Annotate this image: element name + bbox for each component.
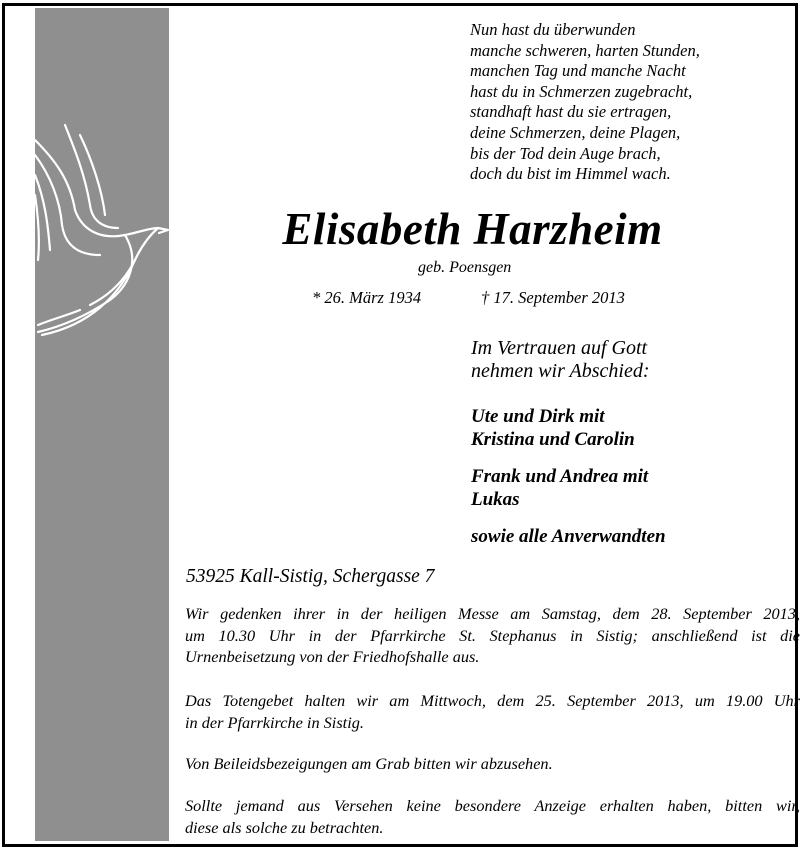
poem (470, 20, 700, 185)
paragraph-mass (185, 603, 800, 668)
paragraph-line: in der Pfarrkirche in Sistig. (185, 712, 364, 732)
farewell-line: nehmen wir Abschied: (471, 360, 650, 382)
paragraph-prayer (185, 690, 800, 733)
poem-line: hast du in Schmerzen zugebracht, (470, 81, 693, 101)
paragraph-line: Das Totengebet halten wir am Mittwoch, dem 25. September 2013, um 19.00 Uhr (185, 691, 800, 710)
family-group (471, 405, 635, 451)
poem-line: manchen Tag und manche Nacht (470, 61, 686, 81)
paragraph-condolence (185, 753, 800, 775)
family-line: Lukas (471, 489, 520, 510)
paragraph-line: um 10.30 Uhr in der Pfarrkirche St. Stephanus in Sistig; anschließend ist die (185, 625, 800, 645)
birth-name: geb. Poensgen (418, 259, 512, 276)
address: 53925 Kall-Sistig, Schergasse 7 (186, 566, 435, 587)
family-line: Ute und Dirk mit (471, 406, 605, 427)
paragraph-line: diese als solche zu betrachten. (185, 817, 384, 837)
paragraph-line: Wir gedenken ihrer in der heiligen Messe am Samstag, dem 28. September 2013, (185, 604, 800, 623)
paragraph-line: Sollte jemand aus Versehen keine besondere Anzeige erhalten haben, bitten wir, (185, 796, 800, 815)
paragraph-line: Urnenbeisetzung von der Friedhofshalle aus. (185, 647, 480, 666)
family-line: Frank und Andrea mit (471, 466, 649, 487)
birth-date: * 26. März 1934 (312, 288, 422, 307)
family-line: Kristina und Carolin (471, 429, 635, 450)
family-group (471, 525, 666, 548)
poem-line: standhaft hast du sie ertragen, (470, 102, 672, 122)
deceased-name: Elisabeth Harzheim (282, 204, 663, 254)
death-date: † 17. September 2013 (481, 288, 625, 307)
poem-line: bis der Tod dein Auge brach, (470, 143, 661, 163)
poem-line: doch du bist im Himmel wach. (470, 164, 671, 184)
family-group (471, 465, 648, 511)
poem-line: deine Schmerzen, deine Plagen, (470, 122, 681, 142)
poem-line: manche schweren, harten Stunden, (470, 40, 700, 60)
poem-line: Nun hast du überwunden (470, 20, 636, 39)
paragraph-line: Von Beileidsbezeigungen am Grab bitten wir abzusehen. (185, 754, 553, 773)
paragraph-notice (185, 795, 800, 838)
farewell-text (471, 337, 650, 383)
family-line: sowie alle Anverwandten (471, 526, 666, 547)
farewell-line: Im Vertrauen auf Gott (471, 337, 648, 359)
